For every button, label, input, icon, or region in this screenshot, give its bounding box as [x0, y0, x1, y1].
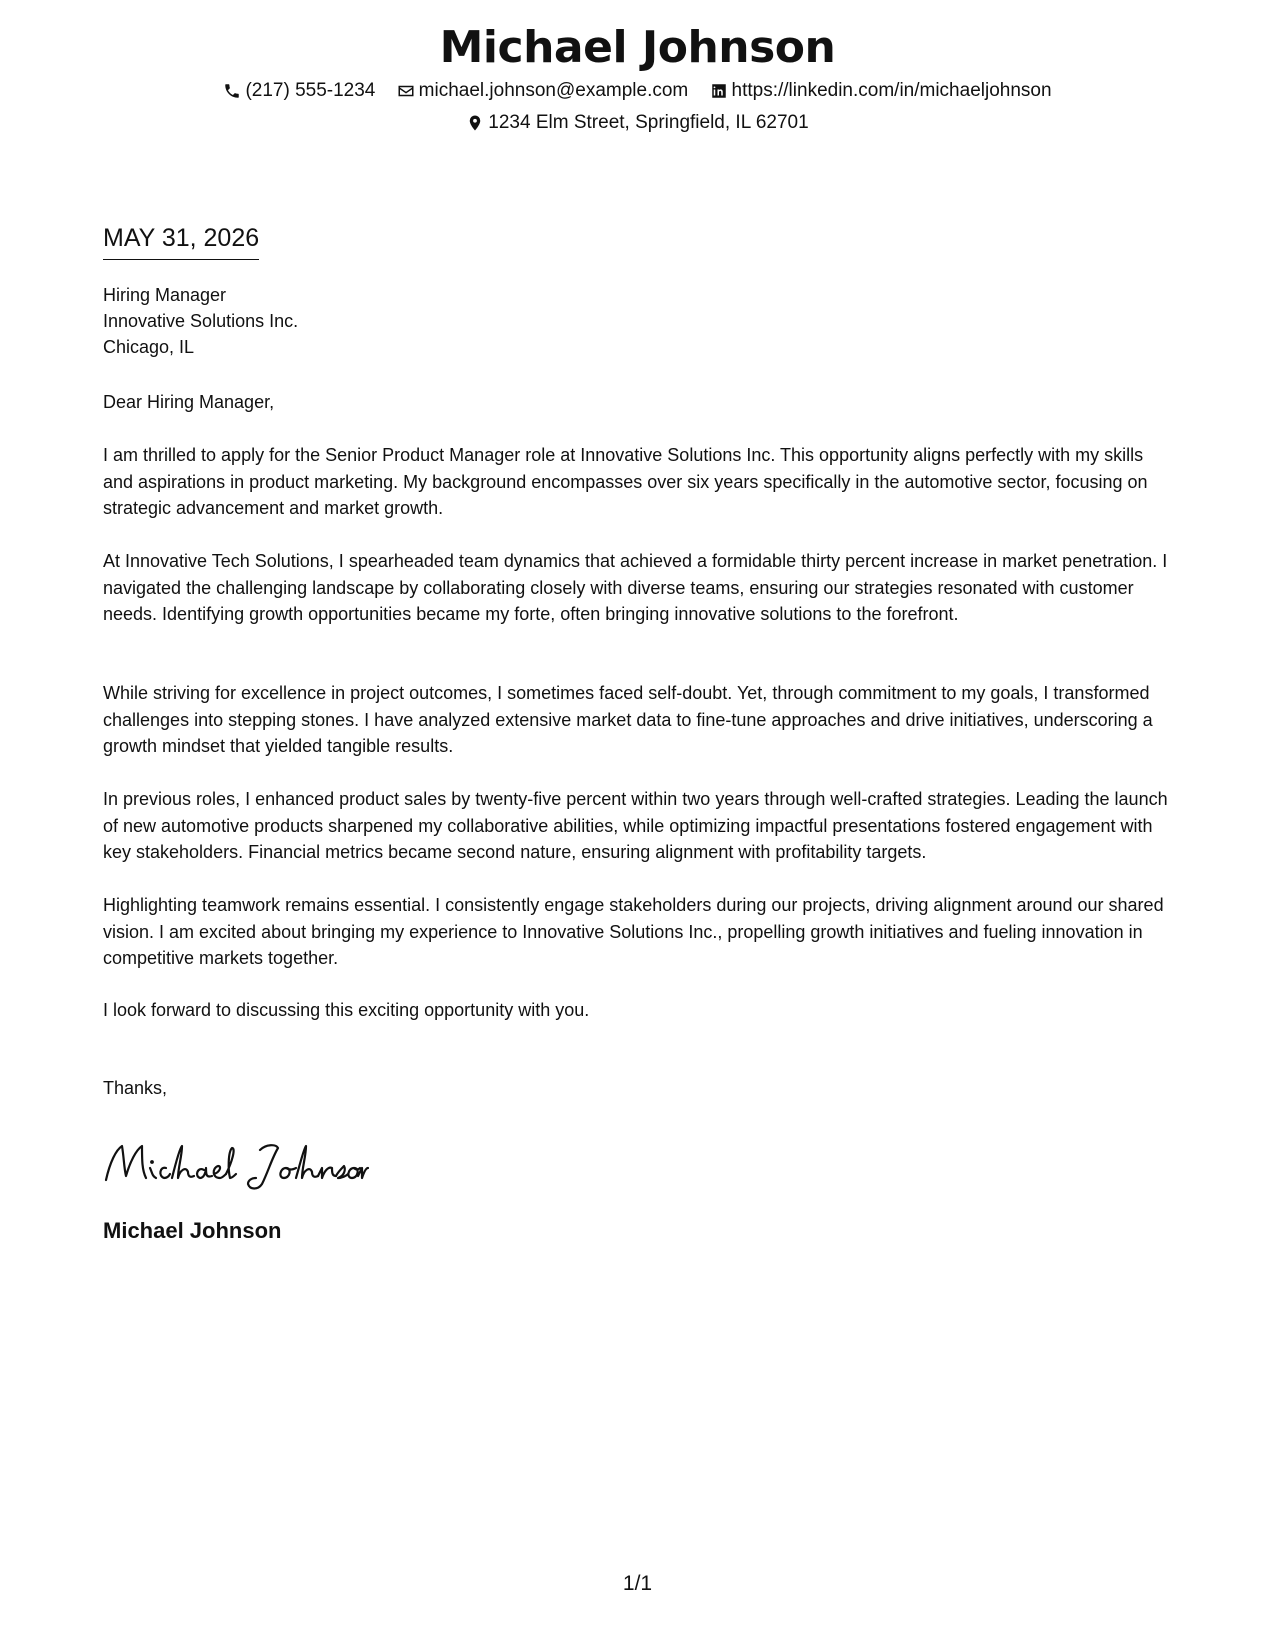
phone-text: (217) 555-1234 [245, 80, 376, 101]
greeting: Dear Hiring Manager, [103, 392, 275, 412]
paragraph-2: At Innovative Tech Solutions, I spearheaded team dynamics that achieved a formidable thirty percent increase in market penetration. I navigated the challenging landscape by collaborating closely with diverse teams, ensuring our strategies resonated with customer needs. Identifying growth opportunities became my forte, often bringing innovative solutions to the forefront. [103, 551, 1168, 624]
recipient-company: Innovative Solutions Inc. [103, 311, 299, 331]
paragraph-4: In previous roles, I enhanced product sales by twenty-five percent within two years through well-crafted strategies. Leading the launch of new automotive products sharpened my collaborative abilities, while optimizing impactful presentations fostered engagement with key stakeholders. Financial metrics became second nature, ensuring alignment with profitability targets. [103, 789, 1168, 862]
paragraph-1: I am thrilled to apply for the Senior Product Manager role at Innovative Solutions Inc. This opportunity aligns perfectly with my skills and aspirations in product marketing. My background encompasses over six years specifically in the automotive sector, focusing on strategic advancement and market growth. [103, 445, 1148, 518]
closing-line: I look forward to discussing this exciting opportunity with you. [103, 1000, 590, 1020]
paragraph-5: Highlighting teamwork remains essential. I consistently engage stakeholders during our projects, driving alignment around our shared vision. I am excited about bringing my experience to Innovative Solutions Inc., propelling growth initiatives and fueling innovation in competitive markets together. [103, 895, 1164, 968]
recipient-block [103, 282, 298, 360]
paragraph-3: While striving for excellence in project outcomes, I sometimes faced self-doubt. Yet, through commitment to my goals, I transformed challenges into stepping stones. I have analyzed extensive market data to fine-tune approaches and drive initiatives, underscoring a growth mindset that yielded tangible results. [103, 683, 1153, 756]
address-text: 1234 Elm Street, Springfield, IL 62701 [488, 112, 809, 133]
phone-icon [223, 82, 241, 100]
signoff: Thanks, [103, 1078, 168, 1098]
contact-row-primary [0, 80, 1275, 106]
page-number: 1/1 [622, 1572, 653, 1595]
signed-name: Michael Johnson [103, 1218, 282, 1243]
letter-date: MAY 31, 2026 [103, 224, 259, 260]
map-marker-icon [466, 114, 484, 132]
contact-phone [223, 80, 375, 102]
envelope-icon [397, 82, 415, 100]
handwritten-signature [100, 1132, 370, 1192]
recipient-location: Chicago, IL [103, 337, 195, 357]
email-text[interactable]: michael.johnson@example.com [418, 80, 689, 101]
contact-row-address [0, 112, 1275, 138]
linkedin-icon [710, 82, 728, 100]
contact-email[interactable] [397, 80, 689, 102]
recipient-title: Hiring Manager [103, 285, 227, 305]
header-name: Michael Johnson [439, 22, 836, 73]
linkedin-text[interactable]: https://linkedin.com/in/michaeljohnson [731, 80, 1052, 101]
contact-linkedin[interactable] [710, 80, 1052, 102]
contact-address [466, 112, 808, 134]
